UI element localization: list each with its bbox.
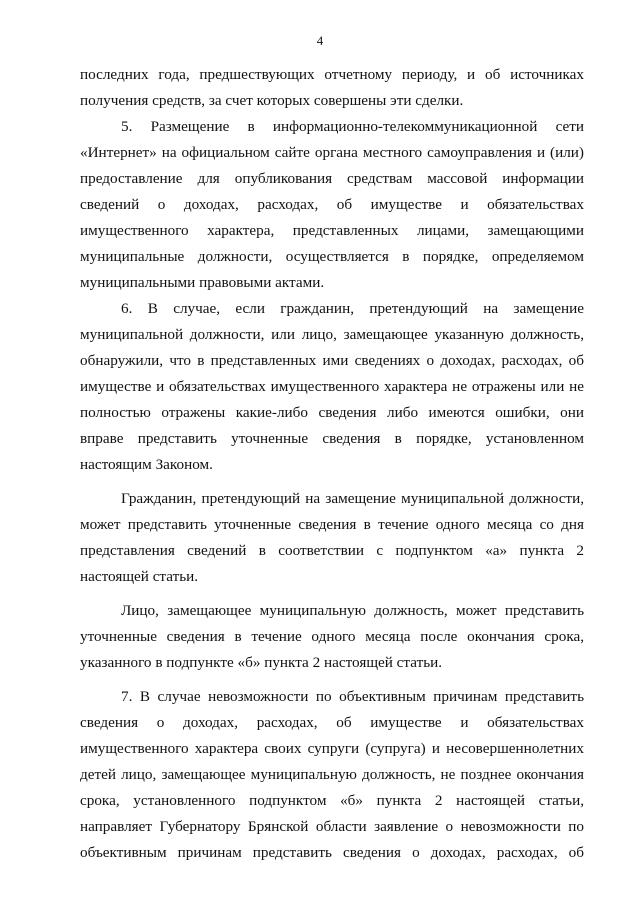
- paragraph-item-6: 6. В случае, если гражданин, претендующий на замещение муниципальной должности, или лицо, замещающее указанную должность, обнаружили, что в представленных ими сведениях о доходах, расходах, об имуществе и обязательствах имущественного характера не отражены или не полностью отражены какие-либо сведения либо имеются ошибки, они вправе представить уточненные сведения в порядке, установленном настоящим Законом.: [80, 300, 584, 473]
- document-body: [80, 62, 584, 866]
- paragraph-item-7: 7. В случае невозможности по объективным причинам представить сведения о доходах, расходах, об имуществе и обязательствах имущественного характера своих супруги (супруга) и несовершеннолетних детей лицо, замещающее муниципальную должность, не позднее окончания срока, установленного подпунктом «б» пункта 2 настоящей статьи, направляет Губернатору Брянской области заявление о невозможности по объективным причинам представить сведения о доходах, расходах, об: [80, 688, 584, 861]
- paragraph-continuation: последних года, предшествующих отчетному периоду, и об источниках получения средств, за счет которых совершены эти сделки.: [80, 66, 584, 109]
- page-number: 4: [316, 33, 324, 48]
- paragraph-official-correction: Лицо, замещающее муниципальную должность, может представить уточненные сведения в течение одного месяца после окончания срока, указанного в подпункте «б» пункта 2 настоящей статьи.: [80, 602, 584, 671]
- paragraph-citizen-correction: Гражданин, претендующий на замещение муниципальной должности, может представить уточненные сведения в течение одного месяца со дня представления сведений в соответствии с подпунктом «а» пункта 2 настоящей статьи.: [80, 490, 584, 585]
- paragraph-item-5: 5. Размещение в информационно-телекоммуникационной сети «Интернет» на официальном сайте органа местного самоуправления и (или) предоставление для опубликования средствам массовой информации сведений о доходах, расходах, об имуществе и обязательствах имущественного характера, представленных лицами, замещающими муниципальные должности, осуществляется в порядке, определяемом муниципальными правовыми актами.: [80, 118, 584, 291]
